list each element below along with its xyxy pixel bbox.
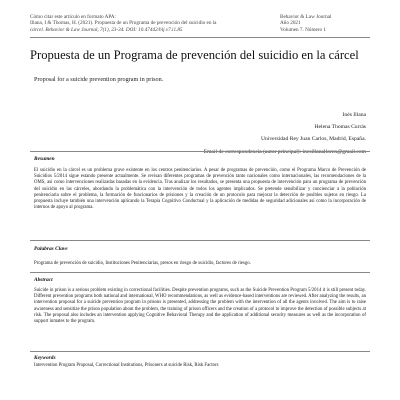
keywords-heading: Keywords <box>34 355 56 361</box>
header-divider <box>30 37 370 38</box>
journal-name: Behavior & Law Journal <box>280 14 332 20</box>
affiliation: Universidad Rey Juan Carlos, Madrid, España. <box>260 136 366 143</box>
author-1: Inés Illana <box>342 112 366 118</box>
paper-subtitle: Proposal for a suicide prevention program in prison. <box>34 76 164 83</box>
author-block <box>146 112 366 161</box>
author-2: Helena Thomas Currás <box>314 124 366 131</box>
correspondence-email: Email de correspondencia (autor principal): inesillanalloren@gmail.com <box>203 148 366 155</box>
abstract-heading: Abstract <box>34 277 53 283</box>
section-divider <box>30 240 370 241</box>
journal-volume: Volumen 7. Número 1 <box>280 26 327 33</box>
palabras-clave-text: Programa de prevención de suicidio, Instituciones Penitenciarias, presos en riesgo de suicidio, factores de riesgo. <box>34 261 251 266</box>
keywords-text: Intervention Program Proposal, Correctional Institutions, Prisoners at suicide Risk, Risk Factors <box>34 363 219 368</box>
abstract-text: Suicide in prison is a serious problem existing in correctional facilities. Despite prevention programs, such as the Suicide Prevention Program 5/2014 it is still present today. Different prevention programs both national and international, WHO recommendations, as well as evidence-based interventions are reviewed. After analyzing the results, an intervention proposal for a suicide prevention program in prisons is presented, addressing the problem with the intervention of all the agents involved. The aim is to raise awareness and sensitize the prison population about the problem, the training of prison officers and the creation of a protocol to improve the detection of possible subjects at risk. The proposal also includes an intervention applying Cognitive Behavioral Therapy and the application of additional security measures as well as the incorporation of support inmates to the program. <box>34 288 366 325</box>
section-divider <box>30 272 370 273</box>
resumen-text: El suicidio en la cárcel es un problema grave existente en los centros penitenciarios. A pesar de programas de prevención, como el Programa Marco de Prevención de Suicidios 5/2014 sigue estando presente actualmente. Se revisan diferentes programas de prevención tanto nacionales como internacionales, las recomendaciones de la OMS, así como intervenciones realizadas basadas en la evidencia. Tras analizar los resultados, se presenta una propuesta de intervención para un programa de prevención del suicidio en las cárceles, abordando la problemática con la intervención de todos los agentes implicados. Se pretende sensibilizar y concienciar a la población penitenciaria sobre el problema, la formación de funcionarios de prisiones y la creación de un protocolo para mejorar la detección de posibles sujetos en riesgo. La propuesta incluye también una intervención aplicando la Terapia Cognitivo Conductual y la aplicación de medidas de seguridad adicionales así como la incorporación de internos de apoyo al programa. <box>34 168 366 211</box>
palabras-clave-heading: Palabras Clave <box>34 246 68 252</box>
section-divider <box>30 351 370 352</box>
paper-title: Propuesta de un Programa de prevención del suicidio en la cárcel <box>30 48 359 62</box>
journal-info <box>280 14 370 33</box>
resumen-heading: Resumen <box>34 156 55 162</box>
section-divider <box>30 151 370 152</box>
citation-journal: cárcel. Behavior & Law Journal, 7(1), 23-34. DOI: 10.47442/blj.v7.i1.85 <box>30 26 183 33</box>
citation-block <box>30 14 270 33</box>
citation-label: Cómo citar este artículo en formato APA: <box>30 14 116 20</box>
citation-authors: Illana, I & Thomas, H. (2021). Propuesta de un Programa de prevención del suicidio en la <box>30 20 217 27</box>
journal-year: Año 2021 <box>280 20 301 27</box>
